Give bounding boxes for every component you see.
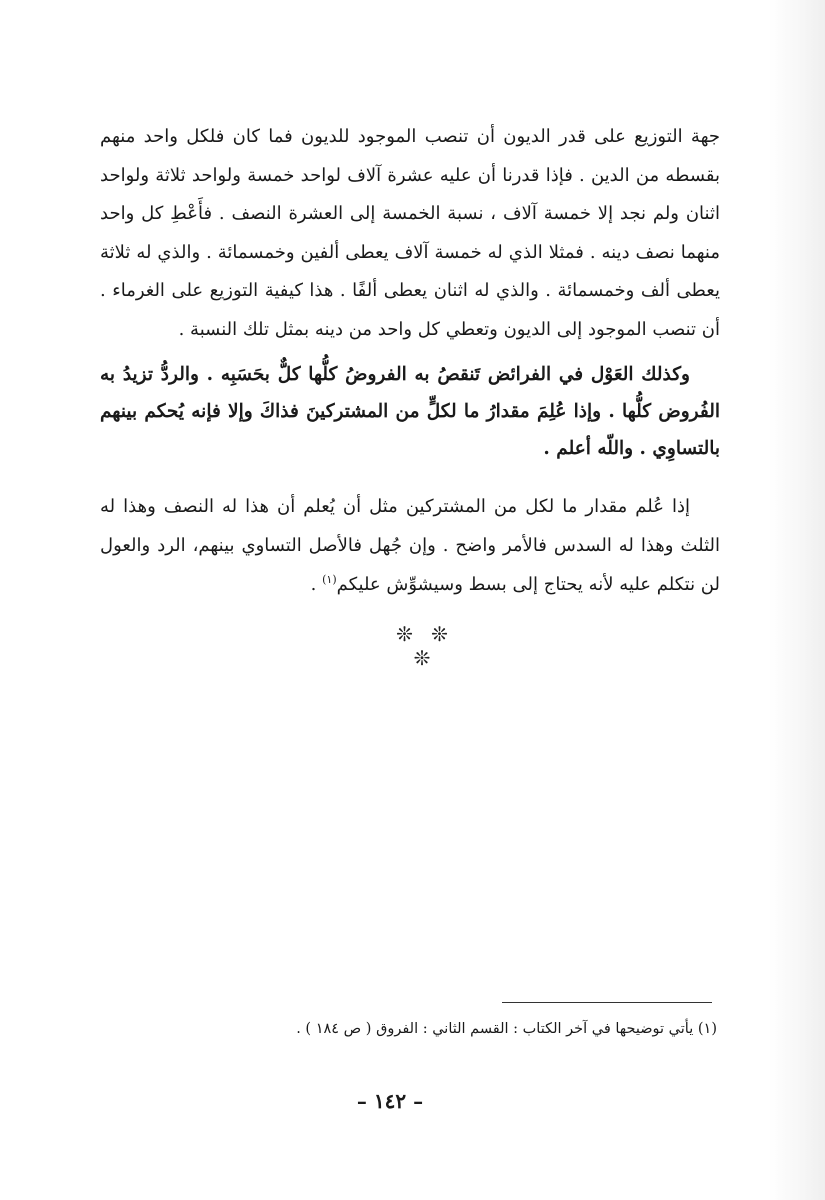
paragraph-commentary-text: إذا عُلم مقدار ما لكل من المشتركين مثل أن يُعلم أن هذا له النصف وهذا له الثلث وهذا له السدس فالأمر واضح . وإن جُهل فالأصل التساوي بينهم، الرد والعول لن نتكلم عليه لأنه يحتاج إلى بسط وسيشوِّش عليكم	[100, 496, 720, 595]
paragraph-distribution	[100, 118, 720, 350]
asterism-separator: ❊ ❊ ❊	[396, 622, 454, 670]
paragraph-awl-radd-text: وكذلك العَوْل في الفرائض تَنقصُ به الفروضُ كلُّها كلٌّ بحَسَبِه . والردُّ تزيدُ به الفُروض كلُّها . وإذا عُلِمَ مقدارُ ما لكلٍّ من المشتركينَ فذاكَ وإلا فإنه يُحكم بينهم بالتساوِي . واللّه أعلم .	[100, 364, 720, 459]
page-number: – ١٤٢ –	[356, 1089, 424, 1113]
paragraph-distribution-text: جهة التوزيع على قدر الديون أن تنصب الموجود للديون فما كان فلكل واحد منهم بقسطه من الدين . فإذا قدرنا أن عليه عشرة آلاف لواحد خمسة ولواحد ثلاثة ولواحد اثنان ولم نجد إلا خمسة آلاف ، نسبة الخمسة إلى العشرة النصف . فأَعْطِ كل واحد منهما نصف دينه . فمثلا الذي له خمسة آلاف يعطى ألفين وخمسمائة . والذي له ثلاثة يعطى ألف وخمسمائة . والذي له اثنان يعطى ألفًا . هذا كيفية التوزيع على الغرماء . أن تنصب الموجود إلى الديون وتعطي كل واحد من دينه بمثل تلك النسبة .	[100, 126, 720, 340]
footnote-divider	[502, 1002, 712, 1003]
footnote-text: (١) يأتي توضيحها في آخر الكتاب : القسم الثاني : الفروق ( ص ١٨٤ ) .	[296, 1021, 717, 1037]
page-edge-shadow	[769, 0, 825, 1200]
footnote-reference[interactable]: (١)	[322, 573, 337, 586]
paragraph-commentary	[100, 487, 720, 604]
paragraph-commentary-end: .	[310, 574, 323, 595]
paragraph-awl-radd	[100, 356, 720, 467]
